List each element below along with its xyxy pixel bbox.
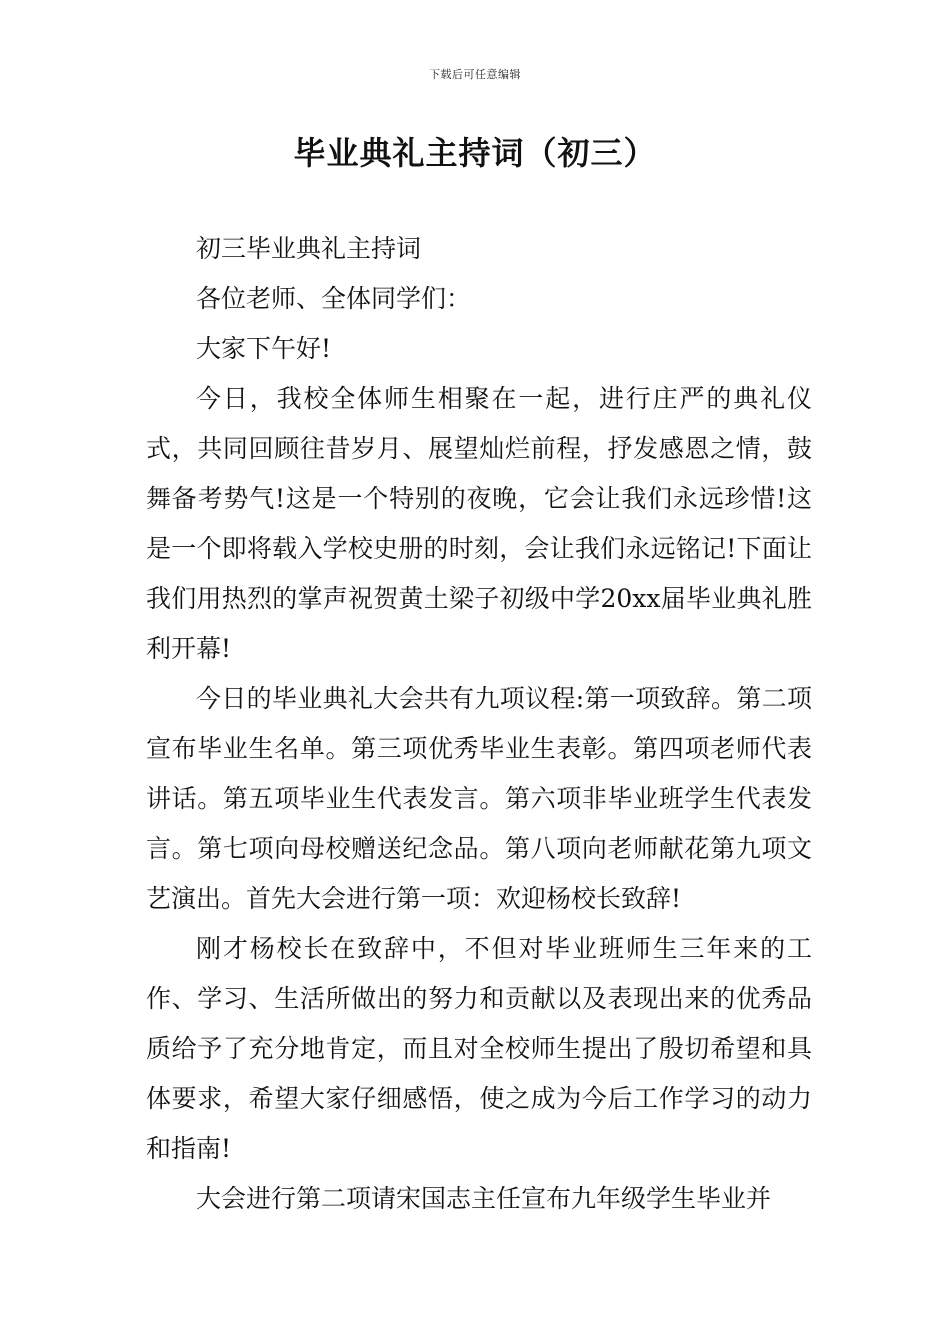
paragraph-greeting: 大家下午好! (196, 334, 332, 363)
paragraph-second-item: 大会进行第二项请宋国志主任宣布九年级学生毕业并 (196, 1184, 772, 1213)
paragraph-opening: 今日，我校全体师生相聚在一起，进行庄严的典礼仪式，共同回顾往昔岁月、展望灿烂前程，抒发感恩之情，鼓舞备考势气!这是一个特别的夜晚，它会让我们永远珍惜!这是一个即将载入学校史册的时刻，会让我们永远铭记!下面让我们用热烈的掌声祝贺黄土梁子初级中学20xx届毕业典礼胜利开幕! (146, 384, 812, 663)
document-title: 毕业典礼主持词（初三） (293, 134, 657, 172)
document-body (146, 224, 812, 1224)
header-note: 下载后可任意编辑 (429, 68, 521, 81)
paragraph-heading: 初三毕业典礼主持词 (196, 234, 422, 263)
paragraph-speech-summary: 刚才杨校长在致辞中，不但对毕业班师生三年来的工作、学习、生活所做出的努力和贡献以及表现出来的优秀品质给予了充分地肯定，而且对全校师生提出了殷切希望和具体要求，希望大家仔细感悟，使之成为今后工作学习的动力和指南! (146, 934, 812, 1163)
paragraph-agenda: 今日的毕业典礼大会共有九项议程:第一项致辞。第二项宣布毕业生名单。第三项优秀毕业生表彰。第四项老师代表讲话。第五项毕业生代表发言。第六项非毕业班学生代表发言。第七项向母校赠送纪念品。第八项向老师献花第九项文艺演出。首先大会进行第一项：欢迎杨校长致辞! (146, 684, 812, 913)
paragraph-salutation: 各位老师、全体同学们： (196, 284, 472, 313)
